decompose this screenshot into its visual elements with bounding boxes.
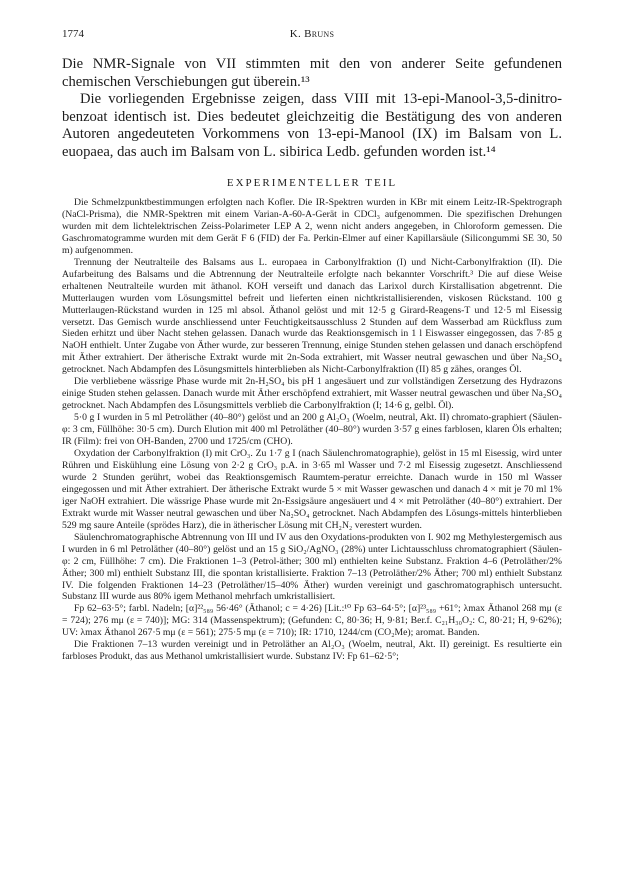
page-header [62,28,562,44]
discussion-paragraph: Die NMR-Signale von VII stimmten mit den von anderer Seite gefundenen chemischen Verschiebungen gut überein.¹³ [62,56,562,90]
experimental-paragraph: Fp 62–63·5°; farbl. Nadeln; [α]²²₅₈₉ 56·46° (Äthanol; c = 4·26) [Lit.:¹⁰ Fp 63–64·5°; [α]²³₅₈₉ +61°; λmax Äthanol 268 mμ (ε = 724); 276 mμ (ε = 740)]; MG: 314 (Massenspektrum); (Gefunden: C, 80·36; H, 9·81; Ber.f. C₂₁H₃₀O₂: C, 80·21; H, 9·62%); UV: λmax Äthanol 267·5 mμ (ε = 561); 275·5 mμ (ε = 710); IR: 1710, 1244/cm (CO₂Me); aromat. Banden. [62,603,562,639]
article-body [62,56,562,663]
experimental-section [62,197,562,663]
experimental-paragraph: Die verbliebene wässrige Phase wurde mit 2n-H₂SO₄ bis pH 1 angesäuert und zur vollständigen Zersetzung des Hydrazons einige Studen stehen gelassen. Danach wurde mit Äther erschöpfend extrahiert, mit Wasser neutral gewaschen und über Na₂SO₄ getrocknet. Nach Abdampfen des Lösungsmittels verblieb die Carbonylfraktion (I; 14·6 g, gelbl. Öl). [62,376,562,412]
page-number: 1774 [62,28,84,40]
discussion-paragraph: Die vorliegenden Ergebnisse zeigen, dass VIII mit 13-epi-Manool-3,5-dinitro-benzoat identisch ist. Dies bedeutet gleichzeitig die Bestätigung des von anderen Autoren angedeuteten Vorkommens von 13-epi-Manool (IX) im Balsam von L. euopaea, das auch im Balsam von L. sibirica Ledb. gefunden worden ist.¹⁴ [62,91,562,160]
experimental-paragraph: Säulenchromatographische Abtrennung von III und IV aus den Oxydations-produkten von I. 902 mg Methylestergemisch aus I wurden in 6 ml Petroläther (40–80°) gelöst und an 15 g SiO₂/AgNO₃ (28%) unter Lichtausschluss chromatographiert (Säulen-φ: 2 cm, Füllhöhe: 7 cm). Die Fraktionen 1–3 (Petrol-äther; 300 ml) enthielten keine Substanz. Fraktion 4–6 (Petroläther/2% Äther; 300 ml) enthielt Substanz III, die spontan kristallisierte. Fraktion 7–13 (Petroläther/2% Äther; 700 ml) enthielt Substanz IV. Die folgenden Fraktionen 14–23 (Petroläther/15–40% Äther) wurden vereinigt und gaschromatographisch untersucht. Substanz III wurde aus 80% igem Methanol mehrfach umkristallisiert. [62,531,562,603]
experimental-paragraph: Die Fraktionen 7–13 wurden vereinigt und in Petroläther an Al₂O₃ (Woelm, neutral, Akt. II) gereinigt. Es resultierte ein farbloses Produkt, das aus Methanol umkristallisiert wurde. Substanz IV: Fp 61–62·5°; [62,639,562,663]
experimental-paragraph: Trennung der Neutralteile des Balsams aus L. europaea in Carbonylfraktion (I) und Nicht-Carbonylfraktion (II). Die Aufarbeitung des Balsams und die Abtrennung der Neutralteile erfolgte nach bekannter Vorschrift.³ Die auf diese Weise erhaltenen Neutralteile wurden mit äthanol. KOH verseift und danach das Larixol durch Kirstallisation abgetrennt. Die Mutterlaugen wurden vom Lösungsmittel befreit und lieferten einen nichtkristallisierenden, viskosen Rückstand. 100 g Mutterlaugen-Rückstand wurden in 125 ml absol. Äthanol gelöst und mit 12·5 g Girard-Reagens-T und 12·5 ml Eisessig versetzt. Das Gemisch wurde anschliessend unter Feuchtigkeitsausschluss 2 Stunden auf dem Wasserbad am Rückfluss zum Sieden erhitzt und über Nacht stehen gelassen. Danach wurde das Reaktionsgemisch in 1 l Eiswasser eingegossen, das 7·85 g NaOH enthielt. Unter Zugabe von Äther wurde, zur besseren Trennung, einige Stunden stehen gelassen und danach erschöpfend mit Äther extrahiert. Der ätherische Extrakt wurde mit 2n-Soda extrahiert, mit Wasser neutral gewaschen und über Na₂SO₄ getrocknet. Nach Abdampfen des Lösungsmittels hinterblieben als Nicht-Carbonylfraktion (II) 85 g zähes, oranges Öl. [62,256,562,376]
experimental-paragraph: 5·0 g I wurden in 5 ml Petroläther (40–80°) gelöst und an 200 g Al₂O₃ (Woelm, neutral, Akt. II) chromato-graphiert (Säulen-φ: 3 cm, Füllhöhe: 30·5 cm). Durch Elution mit 400 ml Petroläther (40–80°) wurden 3·57 g eines farblosen, klaren Öls erhalten; IR (Film): frei von OH-Banden, 2700 und 1725/cm (CHO). [62,412,562,448]
running-head: K. Bruns [289,28,335,40]
section-title: EXPERIMENTELLER TEIL [226,177,398,189]
experimental-paragraph: Oxydation der Carbonylfraktion (I) mit CrO₃. Zu 1·7 g I (nach Säulenchromatographie), gelöst in 15 ml Eisessig, wird unter Rühren und Eiskühlung eine Lösung von 2·2 g CrO₃ p.A. in 3·65 ml Wasser und 7·2 ml Eisessig zugesetzt. Anschliessend wurde 2 Stunden gerührt, wobei das Reaktionsgemisch Raumtem-peratur erreichte. Danach wurde in 150 ml Wasser eingegossen und mit Äther extrahiert. Der ätherische Extrakt wurde 5 × mit Wasser gewaschen und danach 4 × mit je 70 ml 1% iger NaOH extrahiert. Die wässrige Phase wurde mit 2n-Essigsäure angesäuert und 4 × mit Petroläther (40–80°) extrahiert. Der Extrakt wurde mit Wasser neutral gewaschen und über Na₂SO₄ getrocknet. Nach Abdampfen des Lösungs-mittels hinterblieben 529 mg saure Anteile (sprödes Harz), die in ätherischer Lösung mit CH₂N₂ verestert wurden. [62,448,562,531]
experimental-paragraph: Die Schmelzpunktbestimmungen erfolgten nach Kofler. Die IR-Spektren wurden in KBr mit einem Leitz-IR-Spektrograph (NaCl-Prisma), die NMR-Spektren mit einem Varian-A-60-A-Gerät in CDCl₃ aufgenommen. Die spezifischen Drehungen wurden mit dem lichtelektrischen Zeiss-Polarimeter LEP A 2, wenn nicht anders angegeben, in Chloroform gemessen. Die Gaschromatogramme wurden mit dem Gerät F 6 (FID) der Fa. Perkin-Elmer auf einer Kapillarsäule (Silicongummi SE 30, 50 m) aufgenommen. [62,197,562,256]
discussion-section [62,56,562,161]
